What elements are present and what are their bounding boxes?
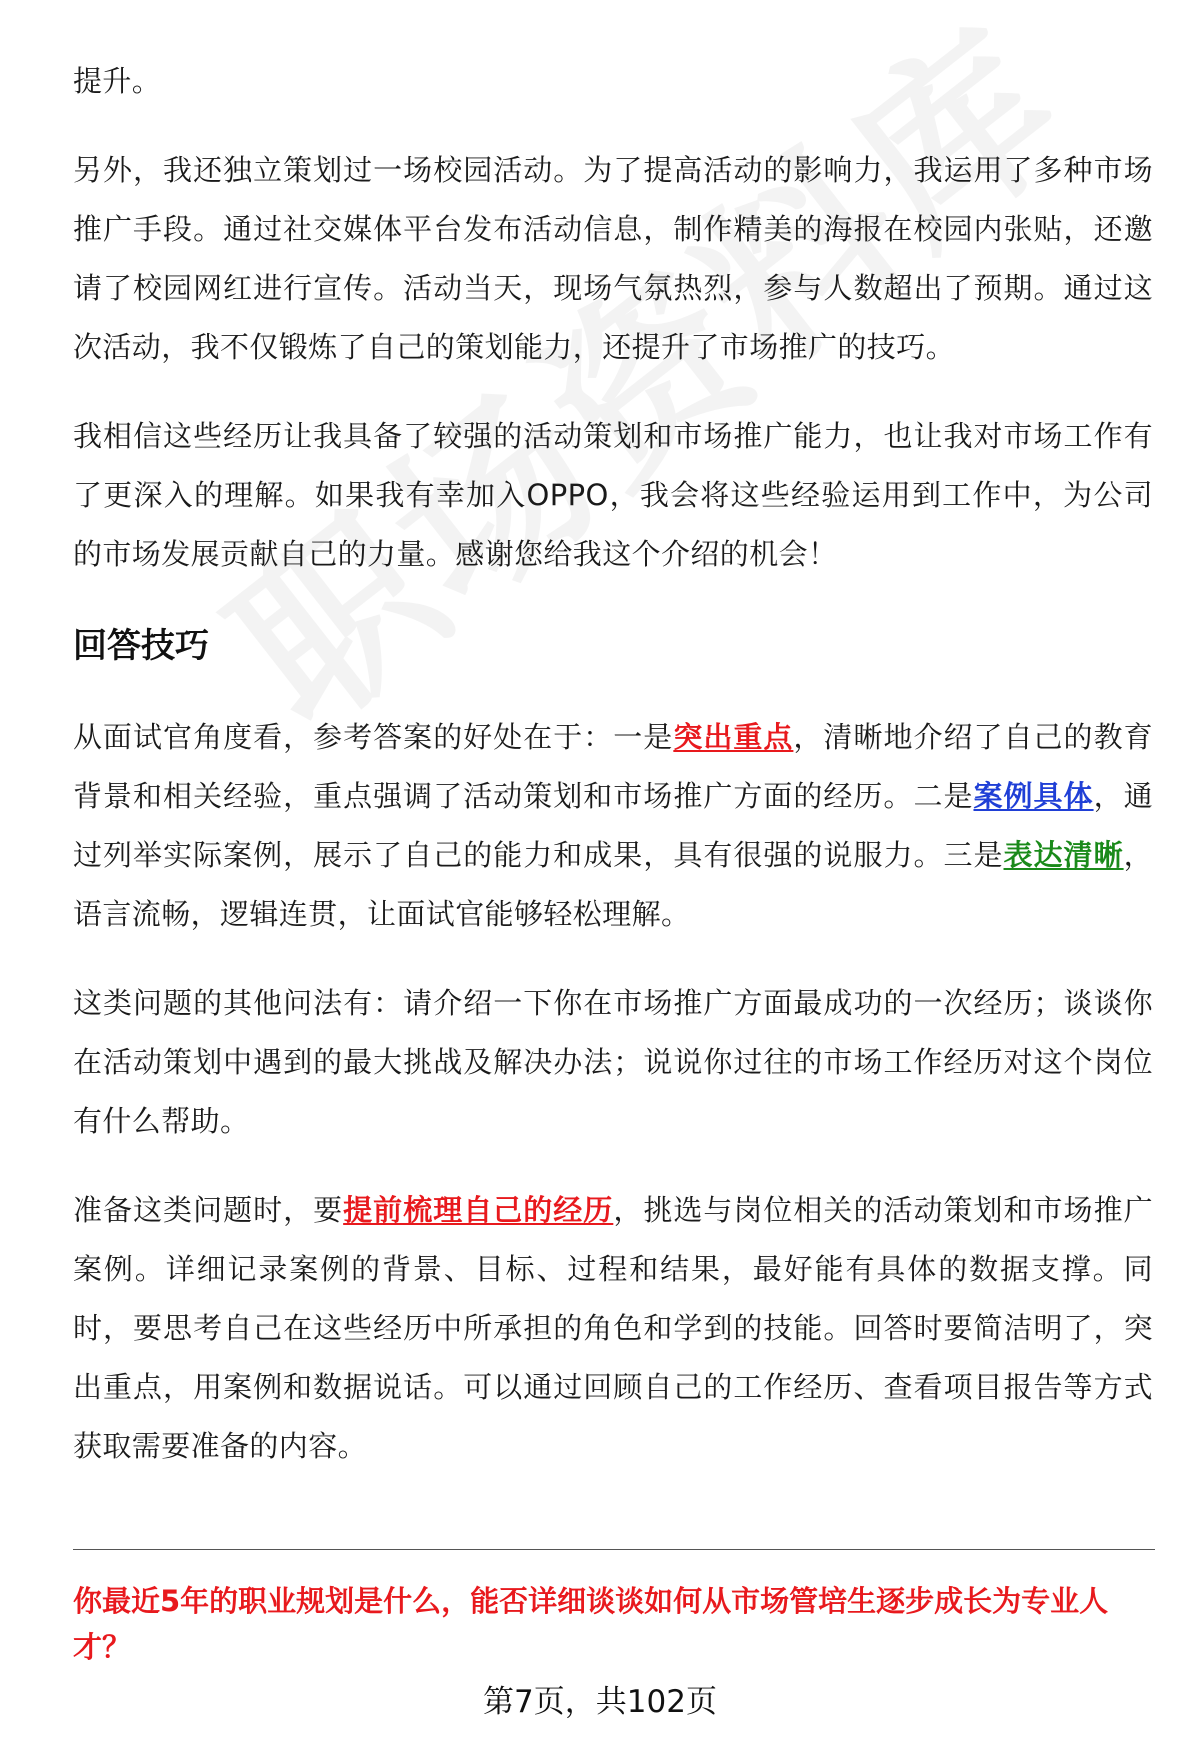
prep-text: 准备这类问题时，要 [73,1193,344,1227]
highlight-key-point: 突出重点 [673,720,794,754]
tips-text: ，通过列举实际案例，展示了自己的能力和成果，具有很强的说服力。三是 [73,779,1153,872]
paragraph-campus-event: 另外，我还独立策划过一场校园活动。为了提高活动的影响力，我运用了多种市场推广手段。通过社交媒体平台发布活动信息，制作精美的海报在校园内张贴，还邀请了校园网红进行宣传。活动当天，现场气氛热烈，参与人数超出了预期。通过这次活动，我不仅锻炼了自己的策划能力，还提升了市场推广的技巧。 [73,153,1153,364]
tips-text: 从面试官角度看，参考答案的好处在于：一是 [73,720,674,754]
tips-text: ，清晰地介绍了自己的教育背景和相关经验，重点强调了活动策划和市场推广方面的经历。二是 [73,720,1153,813]
paragraph-conclusion: 我相信这些经历让我具备了较强的活动策划和市场推广能力，也让我对市场工作有了更深入的理解。如果我有幸加入OPPO，我会将这些经验运用到工作中，为公司的市场发展贡献自己的力量。感谢您给我这个介绍的机会！ [73,419,1153,571]
paragraph-other-questions: 这类问题的其他问法有：请介绍一下你在市场推广方面最成功的一次经历；谈谈你在活动策划中遇到的最大挑战及解决办法；说说你过往的市场工作经历对这个岗位有什么帮助。 [73,986,1153,1138]
section-heading: 回答技巧 [73,626,209,666]
prep-text: ，挑选与岗位相关的活动策划和市场推广案例。详细记录案例的背景、目标、过程和结果，最好能有具体的数据支撑。同时，要思考自己在这些经历中所承担的角色和学到的技能。回答时要简洁明了，突出重点，用案例和数据说话。可以通过回顾自己的工作经历、查看项目报告等方式获取需要准备的内容。 [73,1193,1153,1463]
next-question: 你最近5年的职业规划是什么，能否详细谈谈如何从市场管培生逐步成长为专业人才？ [73,1584,1109,1664]
highlight-clear-expression: 表达清晰 [1003,838,1124,872]
paragraph-tips [73,708,1153,944]
page-footer: 第7页，共102页 [483,1684,717,1720]
highlight-review-experience: 提前梳理自己的经历 [343,1193,614,1227]
section-divider [73,1549,1155,1550]
tips-text: ，语言流畅，逻辑连贯，让面试官能够轻松理解。 [73,838,1153,931]
intro-fragment: 提升。 [73,64,162,98]
document-body [73,52,1153,1476]
paragraph-preparation [73,1181,1153,1476]
highlight-specific-case: 案例具体 [973,779,1094,813]
